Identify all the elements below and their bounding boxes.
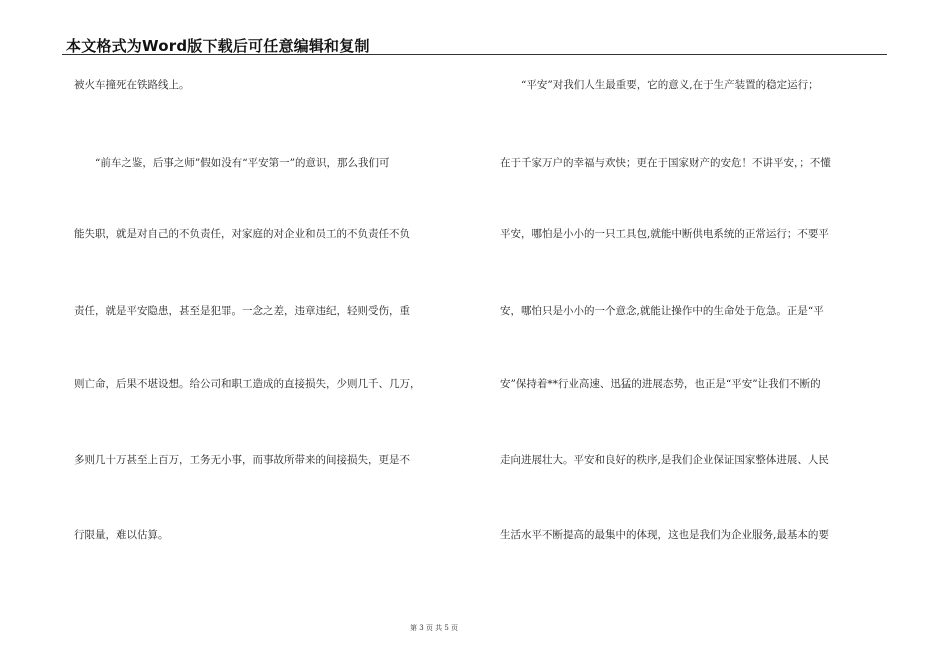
text-line: 在于千家万户的幸福与欢快；更在于国家财产的安危！不讲平安，；不懂 — [500, 157, 831, 169]
text-line: 安”保持着**行业高速、迅猛的进展态势，也正是“平安”让我们不断的 — [500, 378, 821, 390]
text-line: 能失职，就是对自己的不负责任，对家庭的对企业和员工的不负责任不负 — [74, 228, 410, 240]
header-divider — [62, 54, 887, 55]
text-line: 走向进展壮大。平安和良好的秩序,是我们企业保证国家整体进展、人民 — [500, 454, 829, 466]
text-line: 行限量，难以估算。 — [74, 529, 169, 541]
text-line: 则亡命，后果不堪设想。给公司和职工造成的直接损失，少则几千、几万， — [74, 378, 421, 390]
text-line: 平安，哪怕是小小的一只工具包,就能中断供电系统的正常运行；不要平 — [500, 228, 829, 240]
text-line: 生活水平不断提高的最集中的体现，这也是我们为企业服务,最基本的要 — [500, 529, 829, 541]
page-number-footer: 第 3 页 共 5 页 — [409, 624, 459, 632]
text-line: “平安”对我们人生最重要，它的意义,在于生产装置的稳定运行； — [500, 79, 819, 91]
text-line: 被火车撞死在铁路线上。 — [74, 79, 190, 91]
text-line: “前车之鉴，后事之师”假如没有“平安第一”的意识，那么我们可 — [74, 157, 390, 169]
text-line: 多则几十万甚至上百万，工务无小事，而事故所带来的间接损失，更是不 — [74, 454, 410, 466]
text-line: 责任，就是平安隐患，甚至是犯罪。一念之差，违章违纪，轻则受伤，重 — [74, 305, 410, 317]
text-line: 安，哪怕只是小小的一个意念,就能让操作中的生命处于危急。正是“平 — [500, 305, 824, 317]
document-header-title: 本文格式为Word版下载后可任意编辑和复制 — [66, 37, 370, 55]
